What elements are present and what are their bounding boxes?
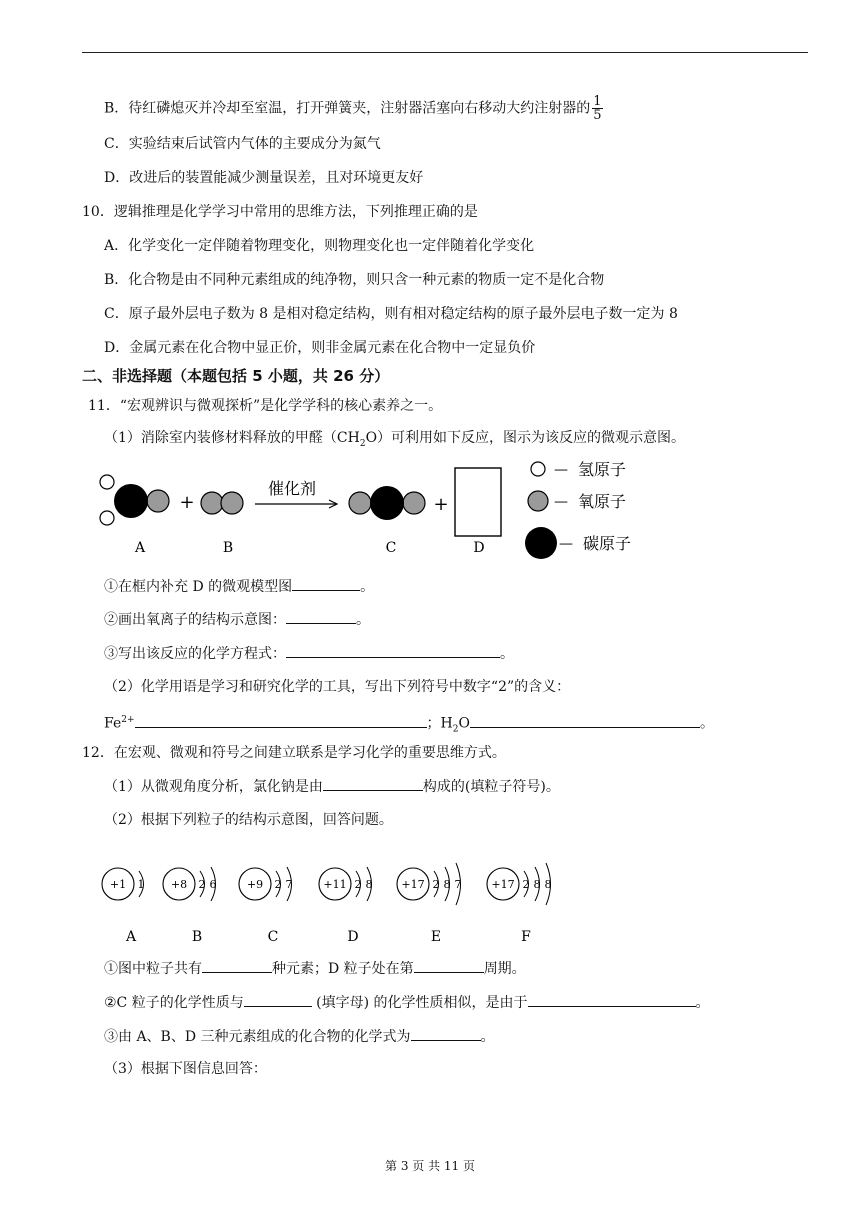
particle-label: D xyxy=(347,929,359,945)
electron-count: 2 xyxy=(432,878,440,891)
q12-part1 xyxy=(104,776,560,797)
period: 。 xyxy=(360,579,375,595)
q9-option-d: D．改进后的装置能减少测量误差，且对环境更友好 xyxy=(104,170,424,186)
legend xyxy=(525,460,631,559)
carbon-atom xyxy=(370,486,404,520)
q12-part1-text-end: 构成的(填粒子符号)。 xyxy=(422,779,560,795)
q12-part3: （3）根据下图信息回答： xyxy=(104,1061,267,1077)
superscript: 2+ xyxy=(121,715,135,725)
oxygen-atom xyxy=(403,492,425,514)
oxygen-atom xyxy=(147,490,169,512)
molecule-c xyxy=(349,486,425,520)
carbon-legend-icon xyxy=(525,527,557,559)
h-symbol: H xyxy=(440,715,453,732)
answer-blank[interactable] xyxy=(323,776,423,791)
electron-count: 7 xyxy=(454,878,462,891)
page-footer: 第 3 页 共 11 页 xyxy=(385,1159,475,1173)
q11-stem: 11．“宏观辨识与微观探析”是化学学科的核心素养之一。 xyxy=(88,398,443,414)
period: 。 xyxy=(695,995,710,1011)
legend-dash: — xyxy=(554,462,568,478)
q12-sub1-text-mid: 种元素；D 粒子处在第 xyxy=(272,961,414,977)
q11-part1-text: （1）消除室内装修材料释放的甲醛（CH xyxy=(104,430,360,446)
q12-sub1-text-end: 周期。 xyxy=(483,961,526,977)
q12-sub3 xyxy=(104,1026,495,1047)
semicolon: ； xyxy=(426,715,441,732)
oxygen-atom xyxy=(349,492,371,514)
particle-label: C xyxy=(267,929,279,945)
hydrogen-legend-icon xyxy=(531,462,545,476)
answer-blank[interactable] xyxy=(244,992,312,1007)
hydrogen-atom xyxy=(100,511,114,525)
q12-stem: 12．在宏观、微观和符号之间建立联系是学习化学的重要思维方式。 xyxy=(82,745,506,761)
q12-part2: （2）根据下列粒子的结构示意图，回答问题。 xyxy=(104,812,393,828)
molecule-b xyxy=(201,492,243,514)
plus-sign: + xyxy=(433,494,449,515)
nucleus-charge: +11 xyxy=(323,878,347,891)
q10-stem: 10．逻辑推理是化学学习中常用的思维方法，下列推理正确的是 xyxy=(82,204,478,220)
q12-sub1-text: ①图中粒子共有 xyxy=(104,961,202,977)
q11-part2-answers xyxy=(104,710,714,739)
q9-option-c: C．实验结束后试管内气体的主要成分为氮气 xyxy=(104,136,381,152)
subscript: 2 xyxy=(452,724,459,735)
q11-sub3-text: ③写出该反应的化学方程式： xyxy=(104,646,286,662)
q11-sub1 xyxy=(104,576,374,597)
label-c: C xyxy=(385,540,397,556)
q12-sub1 xyxy=(104,958,526,979)
electron-count: 2 xyxy=(522,878,530,891)
oxygen-legend-icon xyxy=(528,491,548,511)
hydrogen-atom xyxy=(100,475,114,489)
particle-label: A xyxy=(125,929,137,945)
particle-label: F xyxy=(521,929,531,945)
q10-option-c: C．原子最外层电子数为 8 是相对稳定结构，则有相对稳定结构的原子最外层电子数一定为 8 xyxy=(104,306,678,322)
q11-part1 xyxy=(104,428,685,454)
label-b: B xyxy=(222,540,234,556)
label-d: D xyxy=(473,540,485,556)
electron-count: 7 xyxy=(285,878,293,891)
particle-label: B xyxy=(191,929,203,945)
q9-option-b xyxy=(104,95,603,122)
oxygen-atom xyxy=(221,492,243,514)
legend-carbon: 碳原子 xyxy=(583,534,632,553)
carbon-atom xyxy=(114,484,148,518)
q12-part1-text: （1）从微观角度分析，氯化钠是由 xyxy=(104,779,323,795)
q11-sub1-text: ①在框内补充 D 的微观模型图 xyxy=(104,579,293,595)
period: 。 xyxy=(500,646,514,662)
period: 。 xyxy=(699,715,714,732)
electron-count: 2 xyxy=(274,878,282,891)
reaction-micro-diagram xyxy=(95,458,655,562)
nucleus-charge: +1 xyxy=(109,878,127,891)
q11-sub2-text: ②画出氧离子的结构示意图： xyxy=(104,612,286,628)
answer-box-d xyxy=(455,468,501,536)
period: 。 xyxy=(356,612,370,628)
q11-part1-text-end: O）可利用如下反应，图示为该反应的微观示意图。 xyxy=(365,430,686,446)
oxygen-atom xyxy=(201,492,223,514)
catalyst-label: 催化剂 xyxy=(267,479,317,498)
legend-hydrogen: 氢原子 xyxy=(578,460,627,479)
period: 。 xyxy=(480,1029,495,1045)
fraction xyxy=(592,95,602,122)
legend-dash: — xyxy=(559,536,573,552)
answer-blank[interactable] xyxy=(528,992,696,1007)
q10-option-a: A．化学变化一定伴随着物理变化，则物理变化也一定伴随着化学变化 xyxy=(104,238,535,254)
electron-count: 8 xyxy=(443,878,451,891)
electron-count: 8 xyxy=(533,878,541,891)
q10-option-d: D．金属元素在化合物中显正价，则非金属元素在化合物中一定显负价 xyxy=(104,340,536,356)
electron-count: 2 xyxy=(198,878,206,891)
particle-structure-diagrams xyxy=(95,842,595,952)
nucleus-charge: +9 xyxy=(246,878,264,891)
legend-dash: — xyxy=(554,494,568,510)
subscript: 2 xyxy=(359,438,366,449)
answer-blank[interactable] xyxy=(411,1026,481,1041)
answer-blank[interactable] xyxy=(470,713,700,728)
answer-blank[interactable] xyxy=(292,576,360,591)
electron-count: 2 xyxy=(354,878,362,891)
label-a: A xyxy=(134,540,146,556)
answer-blank[interactable] xyxy=(135,713,427,728)
q10-option-b: B．化合物是由不同种元素组成的纯净物，则只含一种元素的物质一定不是化合物 xyxy=(104,272,605,288)
nucleus-charge: +17 xyxy=(401,878,425,891)
legend-oxygen: 氧原子 xyxy=(578,492,627,511)
nucleus-charge: +8 xyxy=(170,878,188,891)
electron-count: 8 xyxy=(365,878,373,891)
electron-count: 8 xyxy=(544,878,552,891)
q11-sub3 xyxy=(104,643,514,664)
plus-sign: + xyxy=(179,492,195,513)
q11-sub2 xyxy=(104,609,370,630)
molecule-a xyxy=(100,475,169,525)
q12-sub3-text: ③由 A、B、D 三种元素组成的化合物的化学式为 xyxy=(104,1029,411,1045)
answer-blank[interactable] xyxy=(202,958,272,973)
electron-count: 1 xyxy=(137,878,145,891)
answer-blank[interactable] xyxy=(286,609,356,624)
q11-part2: （2）化学用语是学习和研究化学的工具，写出下列符号中数字“2”的含义： xyxy=(104,679,571,695)
answer-blank[interactable] xyxy=(414,958,484,973)
fraction-numerator: 1 xyxy=(593,94,602,109)
o-symbol: O xyxy=(458,715,470,732)
fe-symbol: Fe xyxy=(104,715,122,732)
header-rule xyxy=(82,52,808,53)
answer-blank[interactable] xyxy=(286,643,500,658)
particle-label: E xyxy=(430,929,442,945)
fraction-denominator: 5 xyxy=(593,108,602,123)
nucleus-charge: +17 xyxy=(491,878,515,891)
q12-sub2-text: ②C 粒子的化学性质与 xyxy=(104,995,244,1011)
q9-option-b-text: B．待红磷熄灭并冷却至室温，打开弹簧夹，注射器活塞向右移动大约注射器的 xyxy=(104,100,591,117)
q12-sub2 xyxy=(104,992,710,1013)
electron-count: 6 xyxy=(209,878,217,891)
q12-sub2-text-mid: (填字母) 的化学性质相似，是由于 xyxy=(311,995,528,1011)
section-2-title: 二、非选择题（本题包括 5 小题，共 26 分） xyxy=(82,367,390,385)
